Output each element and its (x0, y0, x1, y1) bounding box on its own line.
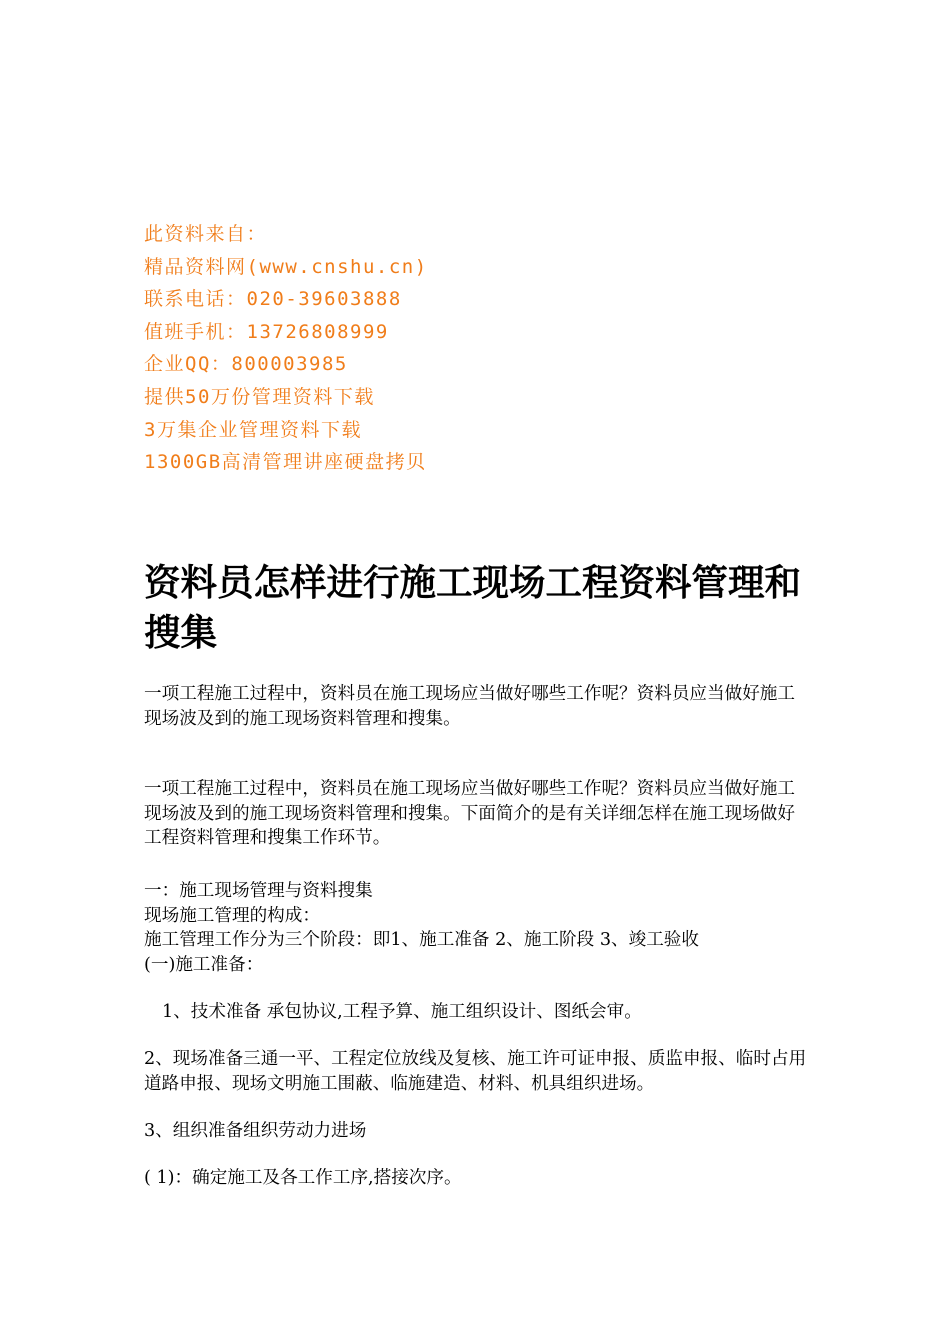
source-line: 此资料来自： (144, 223, 268, 245)
offer-line-3: 1300GB高清管理讲座硬盘拷贝 (144, 451, 427, 474)
body-paragraph: 一项工程施工过程中，资料员在施工现场应当做好哪些工作呢？资料员应当做好施工现场波及到的施工现场资料管理和搜集。下面简介的是有关详细怎样在施工现场做好工程资料管理和搜集工作环节。 (144, 779, 795, 848)
offer-line-2: 3万集企业管理资料下载 (144, 418, 362, 441)
list-item: 1、技术准备 承包协议,工程予算、施工组织设计、图纸会审。 (162, 1002, 642, 1022)
section-heading: 一：施工现场管理与资料搜集 (144, 881, 373, 901)
prep-heading: (一)施工准备： (144, 954, 264, 975)
mobile-line: 值班手机：13726808999 (144, 320, 389, 343)
phases-line: 施工管理工作分为三个阶段：即1、施工准备 2、施工阶段 3、竣工验收 (144, 930, 699, 950)
offer-line-1: 提供50万份管理资料下载 (144, 385, 375, 408)
intro-paragraph: 一项工程施工过程中，资料员在施工现场应当做好哪些工作呢？资料员应当做好施工现场波及到的施工现场资料管理和搜集。 (144, 684, 795, 729)
qq-line: 企业QQ：800003985 (144, 353, 348, 376)
document-title: 资料员怎样进行施工现场工程资料管理和搜集 (144, 561, 801, 654)
list-item: ( 1)：确定施工及各工作工序,搭接次序。 (144, 1168, 462, 1188)
list-item: 2、现场准备三通一平、工程定位放线及复核、施工许可证申报、质监申报、临时占用道路申报、现场文明施工围蔽、临施建造、材料、机具组织进场。 (144, 1049, 807, 1094)
section-subheading: 现场施工管理的构成： (144, 905, 320, 926)
list-item: 3、组织准备组织劳动力进场 (144, 1121, 367, 1141)
section-one (144, 879, 809, 977)
source-info-block (144, 218, 844, 479)
phone-line: 联系电话：020-39603888 (144, 288, 402, 311)
website-line: 精品资料网(www.cnshu.cn) (144, 255, 428, 278)
